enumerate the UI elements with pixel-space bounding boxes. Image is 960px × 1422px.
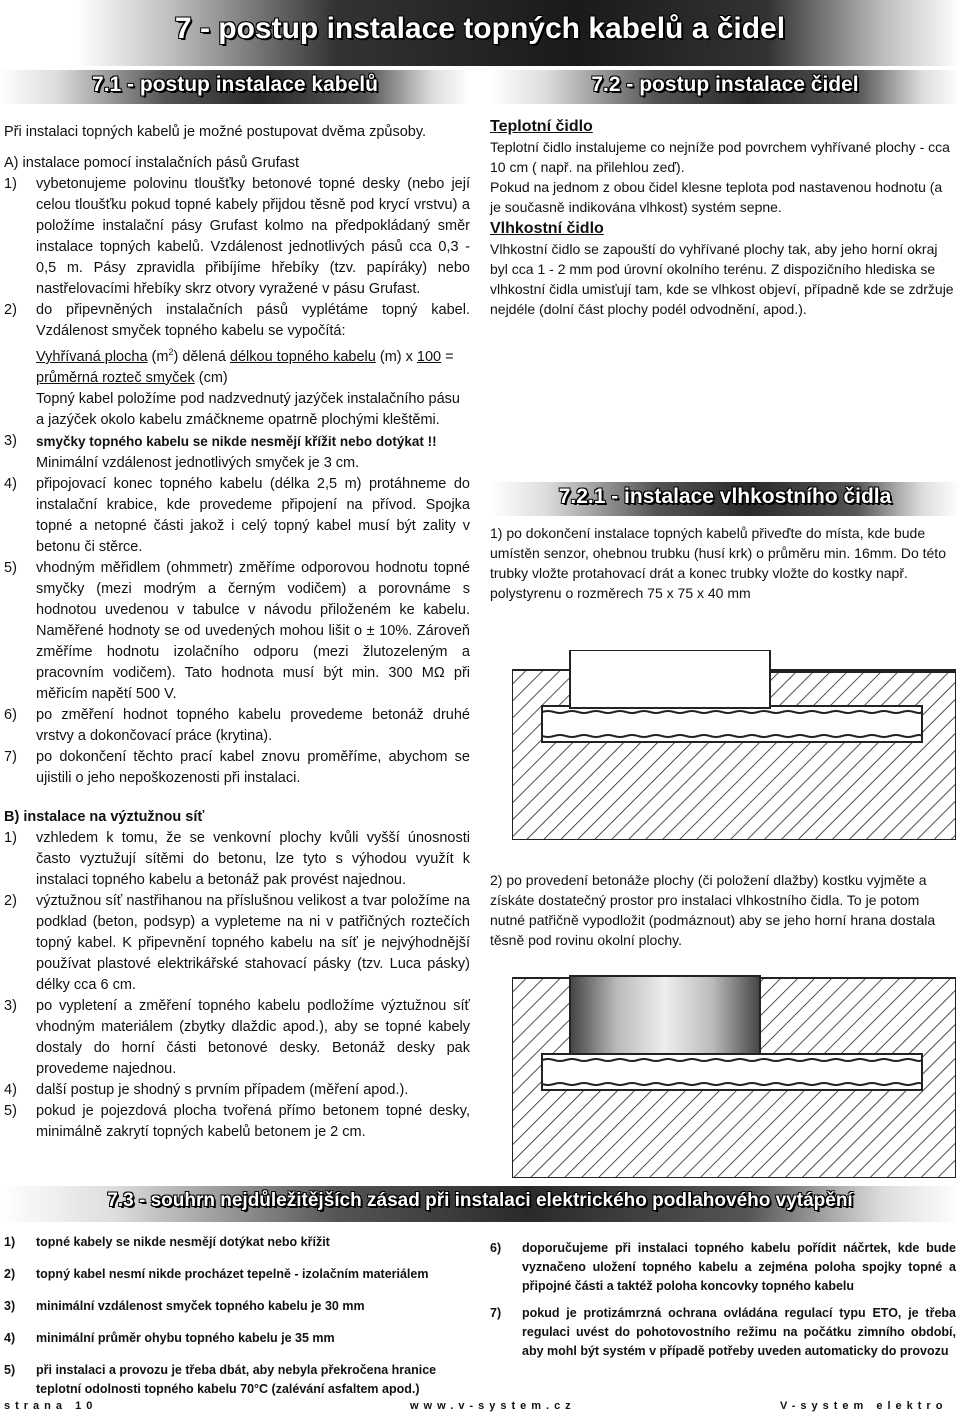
polystyrene-block-top [570,650,770,708]
temperature-sensor-title: Teplotní čidlo [490,118,593,135]
right-column-top [490,117,956,319]
summary-left [4,1233,474,1399]
section-7-1-heading: 7.1 - postup instalace kabelů [92,73,378,96]
summary-right [490,1239,956,1361]
step-a5: 5) vhodným měřidlem (ohmmetr) změříme odporovou hodnotu topné smyčky (mezi modrým a černým vodičem) a porovnáme s hodnotou uvedenou v tabulce v návodu přiloženém ke kabelu. Naměřené hodnoty se od uvedených mohou lišit o ± 10%. Zároveň změříme hodnotu izolačního odporu (mezi žlutozeleným a pracovním vodičem). Tato hodnota musí být min. 300 MΩ při měřicím napětí 500 V. [4,559,470,702]
step-a2-detail: Topný kabel položíme pod nadzvednutý jazýček instalačního pásu a jazýček okolo kabelu zmáčkneme opatrně plochými kleštěmi. [36,390,460,428]
step-b4: 4) další postup je shodný s prvním případem (měření apod.). [4,1081,409,1098]
summary-item-4: 4) minimální průměr ohybu topného kabelu je 35 mm [4,1331,335,1345]
footer-website[interactable]: www.v-system.cz [410,1400,576,1412]
summary-item-3: 3) minimální vzdálenost smyček topného kabelu je 30 mm [4,1299,365,1313]
temperature-sensor-text-2: Pokud na jednom z obou čidel klesne teplota pod nastavenou hodnotu (a je současně indikována vlhkost) systém sepne. [490,179,943,215]
section-7-2-1-heading: 7.2.1 - instalace vlhkostního čidla [558,485,892,508]
step-a7: 7) po dokončení těchto prací kabel znovu proměříme, abychom se ujistili o jeho nepoškozenosti při instalaci. [4,748,470,786]
summary-item-1: 1) topné kabely se nikde nesmějí dotýkat nebo křížit [4,1235,330,1249]
step-b1: 1) vzhledem k tomu, že se venkovní plochy kvůli vyšší únosnosti často vyztužují sítěmi do betonu, lze tyto s výhodou využít k instalaci topného kabelu a betonáž pak provést najednou. [4,829,470,888]
step-b3: 3) po vypletení a změření topného kabelu podložíme výztužnou síť vhodným materiálem (zbytky dlaždic apod.), aby se topné kabely dostaly do horní části betonové desky. Betonáž desky pak provedeme najednou. [4,997,470,1077]
summary-item-5: 5) při instalaci a provozu je třeba dbát, aby nebyla překročena hranice teplotní odolnosti topného kabelu 70°C (zalévání asfaltem apod.) [4,1363,437,1396]
summary-item-7: 7) pokud je protizámrzná ochrana ovládána regulací typu ETO, je třeba regulaci uvést do pohotovostního režimu na počátku zimního období, aby mohl být systém v případě potřeby uveden automaticky do provozu [490,1306,956,1358]
summary-item-2: 2) topný kabel nesmí nikde procházet tepelně - izolačním materiálem [4,1267,429,1281]
humidity-sensor-title: Vlhkostní čidlo [490,220,604,237]
step-s2: 2) po provedení betonáže plochy (či položení dlažby) kostku vyjměte a získáte dostatečný prostor pro instalaci vlhkostního čidla. To je potom nutné patřičně vypodložit (podmáznout) aby se jeho horní hrana dostala těsně pod rovinu okolní plochy. [490,872,936,948]
step-s1: 1) po dokončení instalace topných kabelů přiveďte do místa, kde bude umístěn senzor, ohebnou trubku (husí krk) o průměru min. 16mm. Do této trubky vložte protahovací drát a konec trubky vložte do kostky např. polystyrenu o rozměrech 75 x 75 x 40 mm [490,525,946,601]
formula: Vyhřívaná plocha $(m^2)$ dělená délkou topného kabelu (m) x 100 = průměrná rozteč smyček (cm) [36,347,454,386]
section-7-2-heading: 7.2 - postup instalace čidel [591,73,859,96]
step-a1: 1) vybetonujeme polovinu tloušťky betonové topné desky (nebo její celou tloušťku pokud topné kabely přijdou těsně pod krycí vrstvu) a položíme instalační pásy Grufast kolmo na předpokládaný směr instalace topných kabelů. Vzdálenost jednotlivých pásů cca 0,3 - 0,5 m. Pásy zpravidla přibíjíme hřebíky (tzv. papíráky) nebo nastřelovacími hřebíky skrz otvory vyražené v pásu Grufast. [4,176,470,297]
method-b-title: B) instalace na výztužnou síť [4,808,205,825]
footer-company: V-system elektro [780,1400,948,1412]
footer-page: strana 10 [4,1400,98,1412]
step-a2: 2) do připevněných instalačních pásů vyplétáme topný kabel. Vzdálenost smyček topného kabelu se vypočítá: [4,302,470,339]
step-b5: 5) pokud je pojezdová plocha tvořená přímo betonem topné desky, minimálně zakrytí topných kabelů betonem je 2 cm. [4,1102,470,1140]
humidity-sensor-text: Vlhkostní čidlo se zapouští do vyhřívané plochy tak, aby jeho horní okraj byl cca 1 - 2 mm pod úrovní okolního terénu. Z dispozičního hlediska se vlhkostní čidla umisťují tam, kde se vlhkost objeví, případně kde se zdržuje nejdéle (dolní část plochy podél odvodnění, apod.). [490,241,954,317]
page-title: 7 - postup instalace topných kabelů a čidel [174,12,786,45]
temperature-sensor-text-1: Teplotní čidlo instalujeme co nejníže pod povrchem vyhřívané plochy - cca 10 cm ( např. na přilehlou zeď). [490,139,950,175]
section-7-3-heading: 7.3 - souhrn nejdůležitějších zásad při instalaci elektrického podlahového vytápění [107,1190,853,1211]
method-a-title: A) instalace pomocí instalačních pásů Grufast [4,155,299,171]
sensor-installation-diagram-2 [512,958,956,1178]
summary-item-6: 6) doporučujeme při instalaci topného kabelu pořídit náčrtek, kde bude vyznačeno uložení topného kabelu a zejména poloha spojky topné a připojné části a taktéž poloha koncovky topného kabelu [490,1241,956,1293]
step-a3: 3) smyčky topného kabelu se nikde nesmějí křížit nebo dotýkat !! Minimální vzdálenost jednotlivých smyček je 3 cm. [4,432,437,471]
intro-text: Při instalaci topných kabelů je možné postupovat dvěma způsoby. [4,124,427,140]
humidity-sensor [570,976,760,1054]
step-b2: 2) výztužnou síť nastřihanou na příslušnou velikost a tvar položíme na podklad (beton, podsyp) a vypleteme na ni v patřičných roztečích topný kabel. K připevnění topného kabelu na síť je nejvýhodnější používat plastové elektrikářské stahovací pásky (tzv. Luca pásky) délky cca 6 cm. [4,892,470,993]
sensor-installation-diagram-1 [512,650,956,840]
left-column [4,122,470,1143]
step-a4: 4) připojovací konec topného kabelu (délka 2,5 m) protáhneme do instalační krabice, kde provedeme připojení na přívod. Spojka topné a netopné části jakož i celý topný kabel musí být zality v betonu či stěrce. [4,475,470,555]
step-a6: 6) po změření hodnot topného kabelu provedeme betonáž druhé vrstvy a dokončovací práce (krytina). [4,706,470,744]
